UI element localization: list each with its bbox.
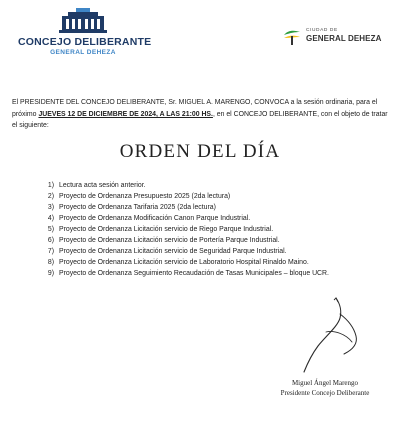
agenda-item-number: 1): [47, 182, 54, 189]
building-icon: [58, 8, 108, 34]
org-subtitle: GENERAL DEHEZA: [50, 49, 116, 56]
agenda-item-text: Proyecto de Ordenanza Modificación Canon Parque Industrial.: [59, 215, 251, 222]
page-title: ORDEN DEL DÍA: [119, 141, 281, 162]
agenda-item-number: 7): [47, 248, 54, 255]
city-label: CIUDAD DE: [306, 28, 338, 33]
agenda-item-text: Proyecto de Ordenanza Licitación servicio de Portería Parque Industrial.: [59, 237, 280, 244]
agenda-item-number: 5): [47, 226, 54, 233]
agenda-item-text: Proyecto de Ordenanza Licitación servicio de Riego Parque Industrial.: [59, 226, 274, 233]
agenda-item: [40, 191, 390, 202]
signer-role: Presidente Concejo Deliberante: [280, 388, 370, 397]
city-name: GENERAL DEHEZA: [306, 34, 382, 43]
agenda-item-number: 2): [47, 193, 54, 200]
agenda-item-text: Proyecto de Ordenanza Licitación servicio de Seguridad Parque Industrial.: [59, 248, 287, 255]
agenda-item: [40, 224, 390, 235]
agenda-item: [40, 180, 390, 191]
session-date: JUEVES 12 DE DICIEMBRE DE 2024, A LAS 21:00 HS.: [38, 110, 213, 118]
agenda-item-text: Proyecto de Ordenanza Presupuesto 2025 (2da lectura): [59, 193, 231, 200]
agenda-item: [40, 202, 390, 213]
agenda-item: [40, 268, 390, 279]
agenda-item-number: 8): [47, 259, 54, 266]
concejo-logo: [18, 8, 152, 56]
agenda-list: [40, 180, 390, 279]
agenda-item-number: 3): [47, 204, 54, 211]
agenda-item: [40, 246, 390, 257]
org-name: CONCEJO DELIBERANTE: [18, 36, 152, 48]
intro-text-end: , en el CONCEJO DELIBERANTE, con el objeto de tratar el siguiente:: [12, 110, 388, 130]
agenda-item: [40, 213, 390, 224]
city-emblem-icon: [282, 26, 302, 46]
agenda-item-number: 9): [47, 270, 54, 277]
agenda-item-text: Proyecto de Ordenanza Licitación servicio de Laboratorio Hospital Rinaldo Maino.: [59, 259, 309, 266]
signature-scribble: [296, 296, 366, 376]
agenda-item-text: Proyecto de Ordenanza Seguimiento Recaudación de Tasas Municipales – bloque UCR.: [59, 270, 329, 277]
agenda-item: [40, 257, 390, 268]
agenda-item-number: 4): [47, 215, 54, 222]
agenda-item-number: 6): [47, 237, 54, 244]
agenda-item-text: Proyecto de Ordenanza Tarifaria 2025 (2da lectura): [59, 204, 216, 211]
intro-text: El PRESIDENTE DEL CONCEJO DELIBERANTE, Sr. MIGUEL A. MARENGO, CONVOCA a la sesión ordinaria, para el próximo: [12, 99, 378, 118]
agenda-item-text: Lectura acta sesión anterior.: [59, 182, 146, 189]
signer-block: [258, 379, 392, 398]
convocation-paragraph: [12, 97, 388, 132]
city-logo: [282, 26, 382, 48]
agenda-item: [40, 235, 390, 246]
signer-name: Miguel Ángel Marengo: [291, 379, 359, 387]
